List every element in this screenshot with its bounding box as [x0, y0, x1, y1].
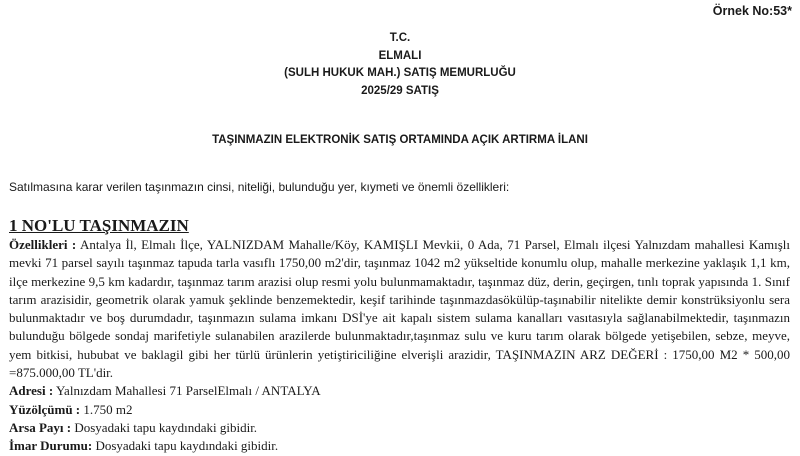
- address-row: [9, 382, 790, 400]
- appraised-value: TAŞINMAZIN ARZ DEĞERİ : 1750,00 M2 * 500,00 =875.000,00 TL'dir.: [9, 346, 791, 381]
- notice-title: TAŞINMAZIN ELEKTRONİK SATIŞ ORTAMINDA AÇIK ARTIRMA İLANI: [212, 134, 588, 146]
- land-share-value: Dosyadaki tapu kaydındaki gibidir.: [74, 419, 258, 435]
- header-district: ELMALI: [378, 49, 422, 62]
- features-label: Özellikleri :: [9, 237, 77, 252]
- features-text: Antalya İl, Elmalı İlçe, YALNIZDAM Mahalle/Köy, KAMIŞLI Mevkii, 0 Ada, 71 Parsel, Elmalı ilçesi Yalnızdam mahallesi Kamışlı mevki 71 parsel sayılı taşınmaz tapuda tarla vasıflı 1750,00 m2'dir, taşınmaz 1042 m2 yükseltide konumlu olup, mahalle merkezine yaklaşık 1,1 km, ilçe merkezine 9,5 km kadardır, taşınmaz tarım arazisi olup resmi yolu bulunmamaktadır, taşınmaz düz, derin, geçirgen, tınlı toprak yapısında 1. Sınıf tarım arazisidir, geometrik olarak yamuk şeklinde benzemektedir, keşif tarihinde taşınmazdasökülüp-taşınabilir nitelikte demir konstrüksiyonlu sera bulunmaktadır ve boş durumdadır, taşınmazın sulama imkanı DSİ'ye ait kapalı sistem sulama kanalları vasıtasıyla sağlanabilmektedir, taşınmazın bulunduğu bölgede sondaj marifetiyle sulanabilen arazilerde bulunmaktadır,taşınmaz sulu ve kuru tarım olarak bölgede yetişebilen, sebze, meyve, yem bitkisi, hububat ve baklagil gibi her türlü ürünlerin yetiştiriciliğine elverişli arazidir,: [9, 237, 790, 362]
- land-share-row: [9, 419, 790, 437]
- features-paragraph: [9, 236, 790, 382]
- zoning-value: Dosyadaki tapu kaydındaki gibidir.: [95, 438, 279, 454]
- land-share-label: Arsa Payı :: [9, 419, 72, 435]
- zoning-label: İmar Durumu:: [9, 438, 93, 454]
- property-heading: 1 NO'LU TAŞINMAZIN: [9, 216, 189, 235]
- address-value: Yalnızdam Mahallesi 71 ParselElmalı / ANTALYA: [55, 383, 321, 399]
- sample-number: Örnek No:53*: [712, 4, 792, 18]
- zoning-row: [9, 437, 790, 455]
- area-value: 1.750 m2: [83, 401, 133, 417]
- area-label: Yüzölçümü :: [9, 401, 81, 417]
- header-block: [0, 30, 800, 100]
- header-tc: T.C.: [389, 32, 411, 44]
- address-label: Adresi :: [9, 383, 54, 399]
- property-body: [9, 236, 790, 456]
- area-row: [9, 401, 790, 419]
- header-case-number: 2025/29 SATIŞ: [361, 84, 439, 97]
- intro-text: Satılmasına karar verilen taşınmazın cinsi, niteliği, bulunduğu yer, kıymeti ve önemli özellikleri:: [9, 180, 510, 194]
- header-office: (SULH HUKUK MAH.) SATIŞ MEMURLUĞU: [284, 67, 516, 79]
